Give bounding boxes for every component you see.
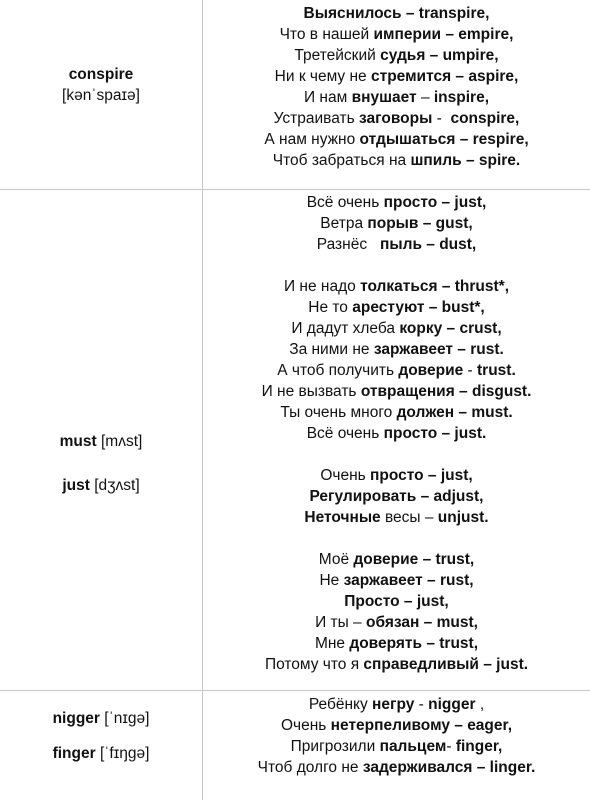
poem-line: [203, 213, 590, 234]
plain-text: -: [432, 110, 451, 127]
plain-text: И нам: [303, 89, 352, 106]
keyword-text: заржавеет – rust,: [343, 572, 474, 589]
poem-line: [203, 654, 590, 675]
keyword-text: Неточные: [304, 509, 381, 526]
plain-text: Разнёс: [316, 236, 380, 253]
poem-line: [203, 402, 590, 423]
poem-line: [203, 276, 590, 297]
keyword-text: нетерпеливому – eager,: [330, 717, 513, 734]
keyword-text: Просто – just,: [344, 593, 449, 610]
plain-text: Ветра: [320, 215, 368, 232]
keyword-text: просто – just,: [370, 467, 473, 484]
term-word: must: [59, 433, 97, 450]
row-divider-2: [0, 690, 590, 691]
plain-text: Очень: [280, 717, 331, 734]
plain-text: За ними не: [289, 341, 374, 358]
plain-text: Потому что я: [264, 656, 364, 673]
plain-text: Пригрозили: [290, 738, 380, 755]
plain-text: Что в нашей: [279, 26, 374, 43]
plain-text: весы –: [380, 509, 438, 526]
plain-text: Всё очень: [306, 425, 384, 442]
poem-line: [203, 318, 590, 339]
keyword-text: империи – empire,: [373, 26, 514, 43]
term-transcription: [ˈfɪŋgə]: [99, 745, 150, 762]
poem-line: [203, 612, 590, 633]
plain-text: Не: [319, 572, 344, 589]
keyword-text: просто – just,: [383, 194, 487, 211]
keyword-text: conspire,: [450, 110, 520, 127]
keyword-text: толкаться – thrust*,: [360, 278, 510, 295]
term-transcription: [dʒʌst]: [94, 477, 140, 494]
plain-text: Ребёнку: [308, 696, 373, 713]
keyword-text: доверять – trust,: [349, 635, 479, 652]
row-3-terms: [0, 708, 202, 729]
row-1-poem: [203, 3, 590, 171]
plain-text: ,: [475, 696, 485, 713]
poem-line: [203, 591, 590, 612]
keyword-text: заговоры: [359, 110, 433, 127]
plain-text: Чтоб забраться на: [272, 152, 411, 169]
plain-text: -: [446, 738, 456, 755]
stanza-gap: [203, 528, 590, 549]
plain-text: И не надо: [283, 278, 361, 295]
poem-line: [203, 694, 590, 715]
keyword-text: пальцем: [379, 738, 447, 755]
poem-line: [203, 129, 590, 150]
keyword-text: судья – umpire,: [380, 47, 499, 64]
poem-line: [203, 66, 590, 87]
poem-line: [203, 736, 590, 757]
plain-text: Не то: [308, 299, 353, 316]
plain-text: Третейский: [294, 47, 381, 64]
keyword-text: доверие: [398, 362, 464, 379]
poem-line: [203, 108, 590, 129]
term-entry: [0, 743, 202, 764]
poem-line: [203, 3, 590, 24]
keyword-text: trust.: [477, 362, 516, 379]
poem-line: [203, 297, 590, 318]
poem-line: [203, 757, 590, 778]
row-3-terms-second: [0, 743, 202, 764]
poem-line: [203, 192, 590, 213]
poem-line: [203, 339, 590, 360]
keyword-text: стремится – aspire,: [370, 68, 519, 85]
keyword-text: inspire,: [433, 89, 490, 106]
keyword-text: корку – crust,: [399, 320, 502, 337]
keyword-text: unjust.: [437, 509, 489, 526]
keyword-text: задерживался – linger.: [362, 759, 536, 776]
row-divider-1: [0, 189, 590, 190]
poem-line: [203, 549, 590, 570]
keyword-text: просто – just.: [383, 425, 487, 442]
plain-text: -: [463, 362, 478, 379]
keyword-text: отдышаться – respire,: [359, 131, 529, 148]
term-transcription: [mʌst]: [101, 433, 143, 450]
term-entry: [0, 475, 202, 496]
plain-text: Всё очень: [306, 194, 384, 211]
term-entry: [0, 431, 202, 452]
keyword-text: должен – must.: [396, 404, 513, 421]
plain-text: Ни к чему не: [274, 68, 371, 85]
plain-text: Моё: [318, 551, 354, 568]
keyword-text: доверие – trust,: [353, 551, 475, 568]
keyword-text: finger,: [455, 738, 503, 755]
plain-text: А нам нужно: [264, 131, 360, 148]
keyword-text: справедливый – just.: [363, 656, 529, 673]
keyword-text: отвращения – disgust.: [360, 383, 532, 400]
poem-line: [203, 45, 590, 66]
plain-text: Ты очень много: [280, 404, 397, 421]
poem-line: [203, 715, 590, 736]
poem-line: [203, 381, 590, 402]
stanza-gap: [203, 444, 590, 465]
term-word: nigger: [52, 710, 100, 727]
keyword-text: внушает: [351, 89, 417, 106]
term-word: conspire: [68, 66, 134, 83]
poem-line: [203, 360, 590, 381]
keyword-text: негру: [372, 696, 415, 713]
keyword-text: арестуют – bust*,: [352, 299, 485, 316]
term-word: finger: [52, 745, 96, 762]
plain-text: Очень: [320, 467, 371, 484]
term-transcription: [kənˈspaɪə]: [62, 87, 140, 104]
poem-line: [203, 633, 590, 654]
plain-text: –: [416, 89, 434, 106]
plain-text: Чтоб долго не: [257, 759, 363, 776]
keyword-text: порыв – gust,: [367, 215, 473, 232]
poem-line: [203, 507, 590, 528]
plain-text: Устраивать: [273, 110, 360, 127]
plain-text: И не вызвать: [261, 383, 361, 400]
keyword-text: Выяснилось – transpire,: [303, 5, 490, 22]
plain-text: И ты –: [315, 614, 366, 631]
keyword-text: пыль – dust,: [380, 236, 477, 253]
row-1-terms: [0, 64, 202, 106]
plain-text: И дадут хлеба: [291, 320, 400, 337]
poem-line: [203, 234, 590, 255]
stanza-gap: [203, 255, 590, 276]
plain-text: Мне: [314, 635, 350, 652]
poem-line: [203, 570, 590, 591]
poem-line: [203, 87, 590, 108]
row-3-poem: [203, 694, 590, 778]
poem-line: [203, 150, 590, 171]
plain-text: А чтоб получить: [277, 362, 399, 379]
keyword-text: Регулировать – adjust,: [309, 488, 484, 505]
term-transcription: [ˈnɪgə]: [104, 710, 150, 727]
plain-text: -: [414, 696, 429, 713]
row-2-poem: [203, 192, 590, 675]
row-2-terms-second: [0, 475, 202, 496]
keyword-text: шпиль – spire.: [410, 152, 521, 169]
keyword-text: обязан – must,: [365, 614, 478, 631]
poem-line: [203, 486, 590, 507]
term-word: just: [62, 477, 90, 494]
term-entry: [0, 708, 202, 729]
keyword-text: nigger: [428, 696, 476, 713]
poem-line: [203, 465, 590, 486]
keyword-text: заржавеет – rust.: [373, 341, 504, 358]
row-2-terms: [0, 431, 202, 452]
poem-line: [203, 423, 590, 444]
poem-line: [203, 24, 590, 45]
